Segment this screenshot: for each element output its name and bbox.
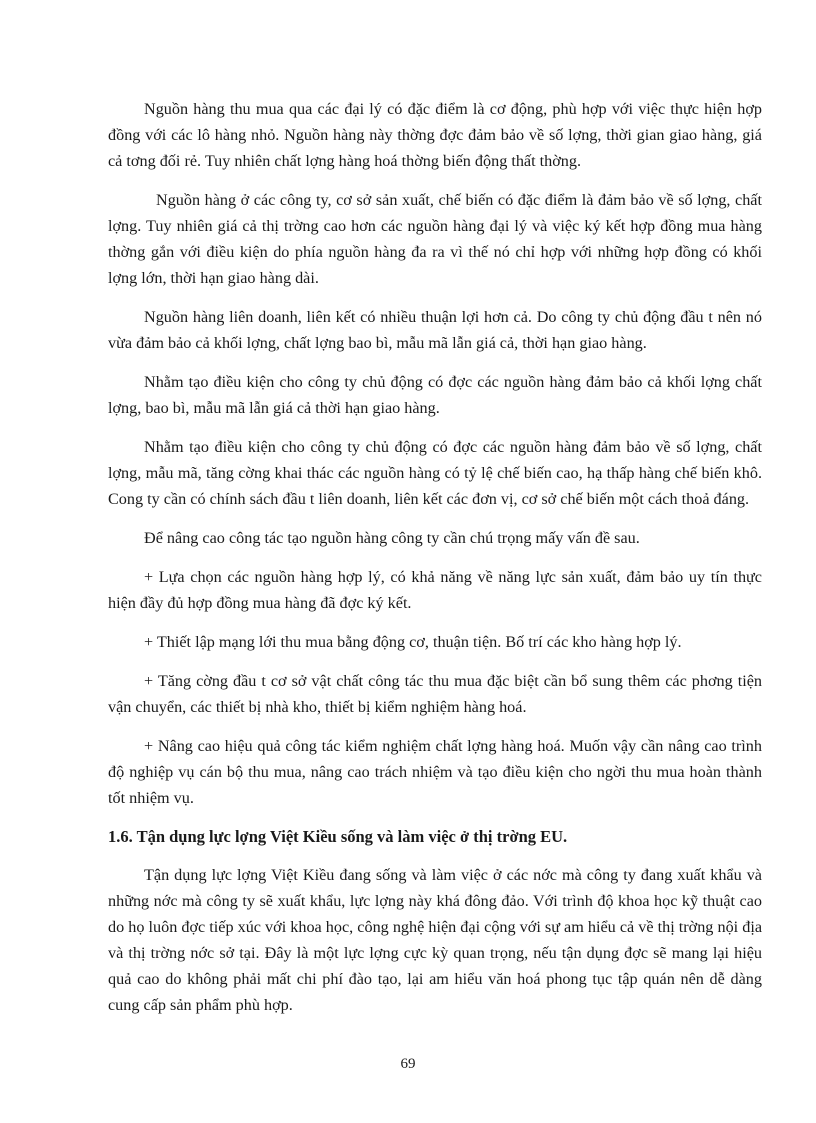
- paragraph-joint-venture-sources: Nguồn hàng liên doanh, liên kết có nhiều thuận lợi hơn cả. Do công ty chủ động đầu t nên nó vừa đảm bảo cả khối lợng, chất lợng bao bì, mẫu mã lẫn giá cả, thời hạn giao hàng.: [108, 308, 762, 352]
- list-item-invest-facilities: + Tăng cờng đầu t cơ sở vật chất công tác thu mua đặc biệt cần bổ sung thêm các phơng tiện vận chuyển, các thiết bị nhà kho, thiết bị kiểm nghiệm hàng hoá.: [108, 672, 762, 716]
- page-number: 69: [400, 1056, 416, 1072]
- list-item-purchase-network: + Thiết lập mạng lới thu mua bằng động cơ, thuận tiện. Bố trí các kho hàng hợp lý.: [144, 633, 682, 651]
- paragraph-agent-sources: Nguồn hàng thu mua qua các đại lý có đặc điểm là cơ động, phù hợp với việc thực hiện hợp đồng với các lô hàng nhỏ. Nguồn hàng này thờng đợc đảm bảo về số lợng, thời gian giao hàng, giá cả tơng đối rẻ. Tuy nhiên chất lợng hàng hoá thờng biến động thất thờng.: [108, 100, 762, 170]
- document-page: [108, 96, 762, 1031]
- paragraph-overseas-vietnamese: Tận dụng lực lợng Việt Kiều đang sống và làm việc ở các nớc mà công ty đang xuất khẩu và những nớc mà công ty sẽ xuất khẩu, lực lợng này khá đông đảo. Với trình độ khoa học kỹ thuật cao do họ luôn đợc tiếp xúc với khoa học, công nghệ hiện đại cộng với sự am hiểu cả về thị trờng nội địa và thị trờng nớc sở tại. Đây là một lực lợng cực kỳ quan trọng, nếu tận dụng đợc sẽ mang lại hiệu quả cao do không phải mất chi phí đào tạo, lại am hiểu văn hoá phong tục tập quán nên dễ dàng cung cấp sản phẩm phù hợp.: [108, 866, 762, 1014]
- list-item-quality-inspection: + Nâng cao hiệu quả công tác kiểm nghiệm chất lợng hàng hoá. Muốn vậy cần nâng cao trình độ nghiệp vụ cán bộ thu mua, nâng cao trách nhiệm và tạo điều kiện cho ngời thu mua hoàn thành tốt nhiệm vụ.: [108, 737, 762, 807]
- list-item-select-sources: + Lựa chọn các nguồn hàng hợp lý, có khả năng về năng lực sản xuất, đảm bảo uy tín thực hiện đầy đủ hợp đồng mua hàng đã đợc ký kết.: [108, 568, 762, 612]
- section-heading: 1.6. Tận dụng lực lợng Việt Kiều sống và làm việc ở thị trờng EU.: [108, 827, 568, 846]
- paragraph-create-conditions-1: Nhằm tạo điều kiện cho công ty chủ động có đợc các nguồn hàng đảm bảo cả khối lợng chất lợng, bao bì, mẫu mã lẫn giá cả thời hạn giao hàng.: [108, 373, 762, 417]
- paragraph-company-sources: Nguồn hàng ở các công ty, cơ sở sản xuất, chế biến có đặc điểm là đảm bảo về số lợng, chất lợng. Tuy nhiên giá cả thị trờng cao hơn các nguồn hàng đại lý và việc ký kết hợp đồng mua hàng thờng gắn với điều kiện do phía nguồn hàng đa ra vì thế nó chỉ hợp với những hợp đồng có khối lợng lớn, thời hạn giao hàng dài.: [108, 191, 762, 287]
- paragraph-improve-sourcing: Để nâng cao công tác tạo nguồn hàng công ty cần chú trọng mấy vấn đề sau.: [144, 529, 640, 547]
- paragraph-create-conditions-2: Nhằm tạo điều kiện cho công ty chủ động có đợc các nguồn hàng đảm bảo về số lợng, chất lợng, mẫu mã, tăng cờng khai thác các nguồn hàng có tỷ lệ chế biến cao, hạ thấp hàng chế biến khô. Cong ty cần có chính sách đầu t liên doanh, liên kết các đơn vị, cơ sở chế biến một cách thoả đáng.: [108, 438, 762, 508]
